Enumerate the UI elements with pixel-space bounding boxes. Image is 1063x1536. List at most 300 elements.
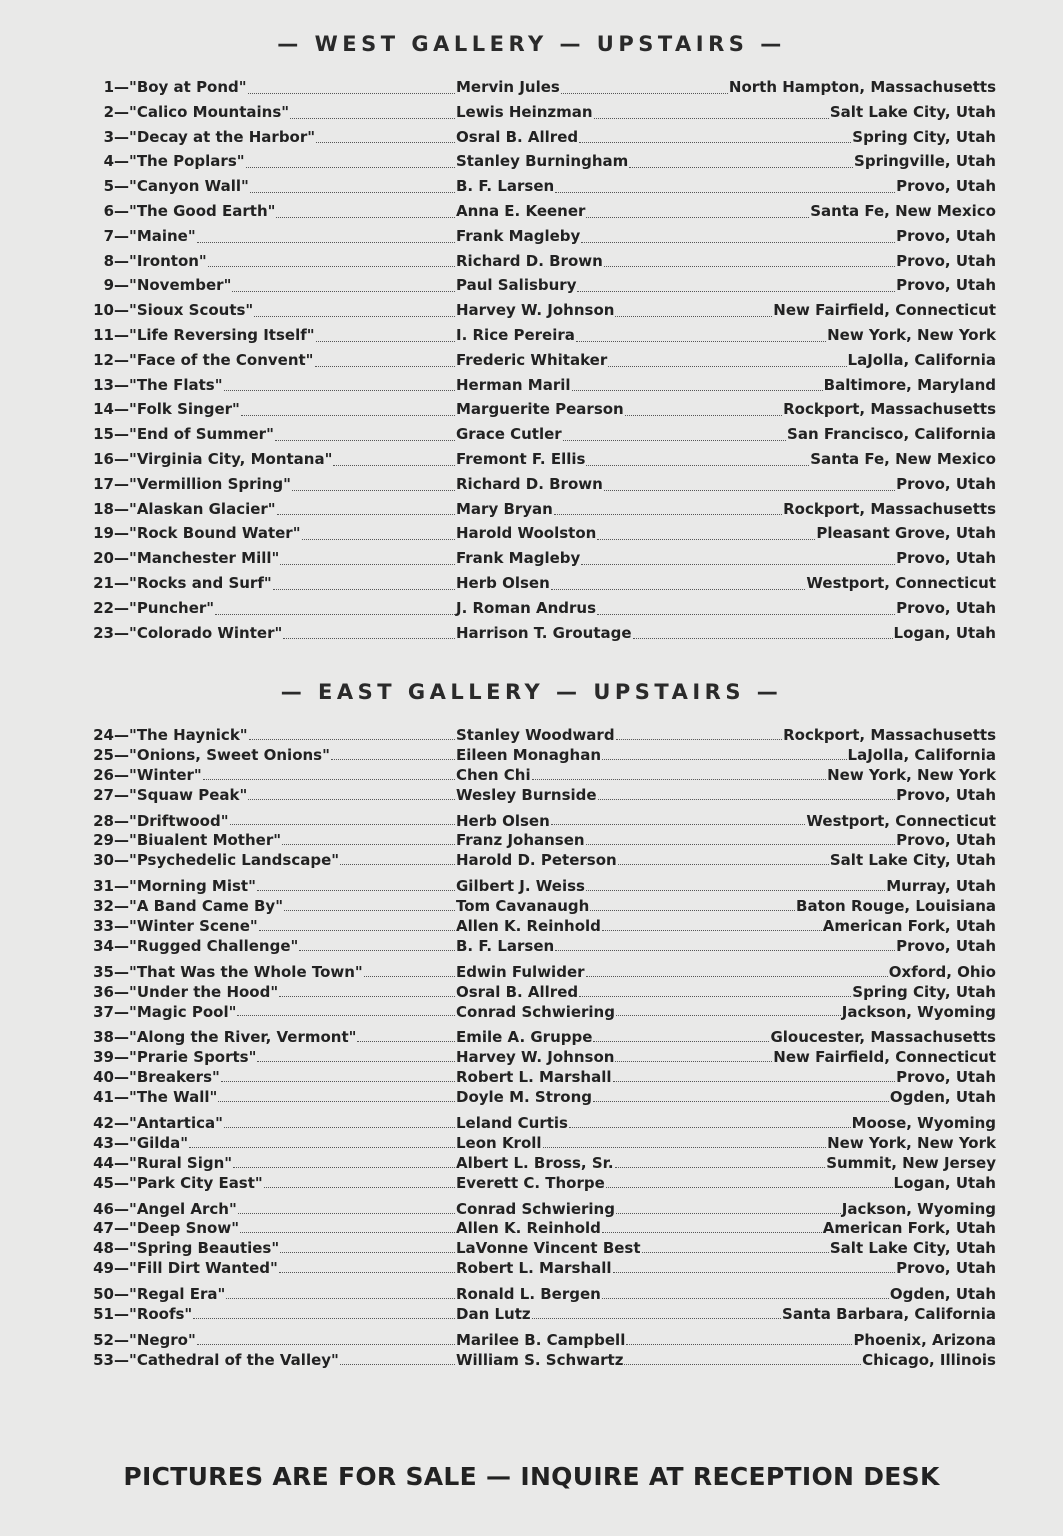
entry-title-column (68, 397, 456, 422)
painting-title: "Colorado Winter" (129, 623, 283, 642)
entry-dash: — (114, 1068, 129, 1087)
entry-dash: — (114, 499, 129, 518)
dot-leader (357, 1028, 455, 1042)
dot-leader (197, 1331, 455, 1345)
artist-name: William S. Schwartz (456, 1350, 624, 1369)
entry-number: 44 (93, 1153, 114, 1172)
dot-leader (555, 174, 895, 193)
dot-leader (248, 786, 455, 800)
entry-title-column (68, 546, 456, 571)
artist-location: New Fairfield, Connecticut (773, 301, 996, 320)
artist-location: Rockport, Massachusetts (783, 400, 996, 419)
entry-title-column (68, 766, 456, 786)
dot-leader (364, 963, 455, 977)
catalog-entry (68, 1028, 996, 1048)
artist-name: Frank Magleby (456, 549, 581, 568)
painting-title: "Prarie Sports" (129, 1048, 257, 1067)
painting-title: "Decay at the Harbor" (129, 127, 316, 146)
catalog-entry (68, 224, 996, 249)
entry-number: 50 (93, 1285, 114, 1304)
artist-location: American Fork, Utah (822, 917, 996, 936)
painting-title: "Rural Sign" (129, 1153, 233, 1172)
entry-number: 48 (93, 1239, 114, 1258)
entry-artist-column (456, 174, 996, 199)
entry-artist-column (456, 897, 996, 917)
dot-leader (616, 726, 783, 740)
catalog-entry (68, 397, 996, 422)
entry-artist-column (456, 497, 996, 522)
entry-title-column (68, 348, 456, 373)
artist-location: Santa Fe, New Mexico (810, 201, 996, 220)
entry-dash: — (114, 177, 129, 196)
dot-leader (616, 1003, 841, 1017)
dot-leader (593, 1088, 889, 1102)
dot-leader (203, 766, 455, 780)
artist-location: Springville, Utah (854, 152, 996, 171)
entry-artist-column (456, 1088, 996, 1108)
entry-title-column (68, 1331, 456, 1351)
artist-name: Franz Johansen (456, 831, 585, 850)
painting-title: "Puncher" (129, 598, 215, 617)
east-gallery-heading: — EAST GALLERY — UPSTAIRS — (280, 680, 783, 704)
catalog-entry (68, 1331, 996, 1351)
entry-number: 21 (93, 573, 114, 592)
dot-leader (618, 851, 829, 865)
painting-title: "Gilda" (129, 1133, 189, 1152)
artist-name: Conrad Schwiering (456, 1002, 615, 1021)
painting-title: "End of Summer" (129, 425, 274, 444)
artist-location: Santa Fe, New Mexico (810, 449, 996, 468)
entry-dash: — (114, 765, 129, 784)
entry-title-column (68, 472, 456, 497)
entry-number: 46 (93, 1199, 114, 1218)
dot-leader (254, 298, 455, 317)
catalog-entry (68, 1068, 996, 1088)
artist-location: New Fairfield, Connecticut (773, 1048, 996, 1067)
entry-dash: — (114, 1285, 129, 1304)
artist-name: Allen K. Reinhold (456, 1219, 601, 1238)
artist-location: Provo, Utah (896, 474, 996, 493)
entry-artist-column (456, 249, 996, 274)
painting-title: "Calico Mountains" (129, 102, 290, 121)
entry-number: 52 (93, 1330, 114, 1349)
dot-leader (586, 447, 809, 466)
entry-artist-column (456, 877, 996, 897)
entry-dash: — (114, 201, 129, 220)
dot-leader (299, 937, 455, 951)
entry-artist-column (456, 746, 996, 766)
entry-number: 23 (93, 623, 114, 642)
artist-location: Santa Barbara, California (782, 1305, 996, 1324)
entry-title-column (68, 224, 456, 249)
entry-dash: — (114, 1088, 129, 1107)
catalog-entry (68, 1174, 996, 1194)
dot-leader (606, 1174, 893, 1188)
entry-number: 28 (93, 811, 114, 830)
dot-leader (625, 397, 782, 416)
artist-name: Harvey W. Johnson (456, 1048, 615, 1067)
entry-number: 34 (93, 936, 114, 955)
dot-leader (563, 422, 786, 441)
painting-title: "The Good Earth" (129, 201, 276, 220)
artist-location: Jackson, Wyoming (841, 1199, 996, 1218)
catalog-entry (68, 851, 996, 871)
entry-title-column (68, 897, 456, 917)
entry-title-column (68, 621, 456, 646)
entry-dash: — (114, 1153, 129, 1172)
entry-artist-column (456, 937, 996, 957)
artist-name: Ronald L. Bergen (456, 1285, 601, 1304)
dot-leader (273, 571, 455, 590)
entry-artist-column (456, 1259, 996, 1279)
catalog-entry (68, 877, 996, 897)
dot-leader (283, 621, 455, 640)
artist-name: I. Rice Pereira (456, 325, 575, 344)
painting-title: "Magic Pool" (129, 1002, 237, 1021)
entry-title-column (68, 596, 456, 621)
artist-name: Richard D. Brown (456, 251, 603, 270)
entry-artist-column (456, 1048, 996, 1068)
entry-title-column (68, 831, 456, 851)
artist-location: Spring City, Utah (852, 127, 996, 146)
catalog-entry (68, 249, 996, 274)
painting-title: "The Haynick" (129, 726, 248, 744)
entry-title-column (68, 726, 456, 746)
dot-leader (602, 1285, 889, 1299)
painting-title: "Under the Hood" (129, 982, 279, 1001)
entry-number: 14 (93, 400, 114, 419)
artist-location: Baltimore, Maryland (823, 375, 996, 394)
entry-artist-column (456, 1028, 996, 1048)
entry-title-column (68, 199, 456, 224)
dot-leader (579, 125, 851, 144)
entry-title-column (68, 1134, 456, 1154)
dot-leader (551, 812, 806, 826)
artist-name: Chen Chi (456, 765, 531, 784)
entry-number: 39 (93, 1048, 114, 1067)
entry-number: 27 (93, 785, 114, 804)
entry-dash: — (114, 1028, 129, 1047)
artist-name: Eileen Monaghan (456, 745, 602, 764)
entry-artist-column (456, 1003, 996, 1023)
catalog-entry (68, 298, 996, 323)
entry-number: 43 (93, 1133, 114, 1152)
dot-leader (264, 1174, 455, 1188)
entry-dash: — (114, 152, 129, 171)
catalog-entry (68, 1134, 996, 1154)
painting-title: "Winter Scene" (129, 917, 258, 936)
artist-location: Provo, Utah (896, 251, 996, 270)
entry-dash: — (114, 226, 129, 245)
entry-dash: — (114, 1239, 129, 1258)
entry-number: 26 (93, 765, 114, 784)
sale-notice: PICTURES ARE FOR SALE — INQUIRE AT RECEPTION DESK (123, 1462, 940, 1491)
entry-number: 42 (93, 1114, 114, 1133)
artist-name: Lewis Heinzman (456, 102, 593, 121)
artist-location: Provo, Utah (896, 276, 996, 295)
dot-leader (624, 1351, 861, 1365)
entry-dash: — (114, 1305, 129, 1324)
catalog-entry (68, 1285, 996, 1305)
dot-leader (572, 373, 823, 392)
painting-title: "November" (129, 276, 232, 295)
dot-leader (594, 100, 829, 119)
artist-location: Provo, Utah (896, 177, 996, 196)
catalog-entry (68, 521, 996, 546)
dot-leader (597, 521, 815, 540)
entry-artist-column (456, 1305, 996, 1325)
catalog-entry (68, 1305, 996, 1325)
dot-leader (241, 397, 455, 416)
dot-leader (284, 897, 455, 911)
artist-name: Everett C. Thorpe (456, 1173, 605, 1192)
artist-name: J. Roman Andrus (456, 598, 597, 617)
artist-location: Westport, Connecticut (806, 573, 996, 592)
catalog-entry (68, 897, 996, 917)
dot-leader (279, 1259, 455, 1273)
painting-title: "Breakers" (129, 1068, 220, 1087)
dot-leader (246, 149, 455, 168)
artist-location: Summit, New Jersey (826, 1153, 996, 1172)
dot-leader (193, 1305, 455, 1319)
artist-location: Provo, Utah (896, 598, 996, 617)
entry-dash: — (114, 936, 129, 955)
entry-title-column (68, 323, 456, 348)
painting-title: "Roofs" (129, 1305, 193, 1324)
dot-leader (586, 831, 896, 845)
artist-name: Tom Cavanaugh (456, 897, 590, 916)
artist-location: Spring City, Utah (852, 982, 996, 1001)
painting-title: "Rocks and Surf" (129, 573, 272, 592)
catalog-entry (68, 963, 996, 983)
artist-location: LaJolla, California (847, 745, 996, 764)
entry-number: 16 (93, 449, 114, 468)
dot-leader (586, 199, 809, 218)
catalog-entry (68, 174, 996, 199)
entry-title-column (68, 983, 456, 1003)
artist-location: Moose, Wyoming (851, 1114, 996, 1133)
artist-name: Harold Woolston (456, 524, 597, 543)
entry-dash: — (114, 1199, 129, 1218)
entry-title-column (68, 1068, 456, 1088)
artist-name: Harvey W. Johnson (456, 301, 615, 320)
entry-dash: — (114, 549, 129, 568)
dot-leader (532, 766, 827, 780)
painting-title: "Virginia City, Montana" (129, 449, 333, 468)
entry-title-column (68, 298, 456, 323)
entry-dash: — (114, 400, 129, 419)
dot-leader (602, 1219, 822, 1233)
dot-leader (189, 1134, 455, 1148)
artist-location: Salt Lake City, Utah (829, 1239, 996, 1258)
entry-artist-column (456, 125, 996, 150)
entry-artist-column (456, 75, 996, 100)
entry-artist-column (456, 851, 996, 871)
dot-leader (238, 1200, 455, 1214)
entry-title-column (68, 1305, 456, 1325)
dot-leader (257, 877, 455, 891)
entry-number: 33 (93, 917, 114, 936)
artist-name: Wesley Burnside (456, 785, 597, 804)
catalog-entry (68, 937, 996, 957)
artist-name: Mervin Jules (456, 78, 560, 96)
entry-dash: — (114, 1002, 129, 1021)
entry-dash: — (114, 449, 129, 468)
catalog-entry (68, 621, 996, 646)
painting-title: "Along the River, Vermont" (129, 1028, 357, 1047)
entry-title-column (68, 1174, 456, 1194)
artist-name: Robert L. Marshall (456, 1259, 612, 1278)
entry-title-column (68, 1003, 456, 1023)
entry-dash: — (114, 962, 129, 981)
dot-leader (315, 348, 456, 367)
artist-location: Pleasant Grove, Utah (816, 524, 996, 543)
dot-leader (613, 1068, 896, 1082)
catalog-entry (68, 546, 996, 571)
entry-number: 3 (103, 127, 114, 146)
painting-title: "That Was the Whole Town" (129, 962, 363, 981)
artist-location: New York, New York (827, 325, 996, 344)
entry-number: 17 (93, 474, 114, 493)
entry-artist-column (456, 1114, 996, 1134)
entry-artist-column (456, 766, 996, 786)
dot-leader (532, 1305, 781, 1319)
entry-artist-column (456, 1068, 996, 1088)
dot-leader (280, 1239, 455, 1253)
dot-leader (586, 963, 888, 977)
entry-title-column (68, 249, 456, 274)
entry-number: 8 (103, 251, 114, 270)
entry-number: 30 (93, 851, 114, 870)
painting-title: "Rock Bound Water" (129, 524, 301, 543)
artist-name: Mary Bryan (456, 499, 553, 518)
painting-title: "Vermillion Spring" (129, 474, 291, 493)
entry-artist-column (456, 621, 996, 646)
dot-leader (279, 983, 455, 997)
artist-location: Provo, Utah (896, 936, 996, 955)
dot-leader (561, 75, 728, 94)
entry-artist-column (456, 1174, 996, 1194)
entry-number: 4 (103, 152, 114, 171)
dot-leader (604, 249, 895, 268)
entry-dash: — (114, 1350, 129, 1369)
painting-title: "Boy at Pond" (129, 78, 247, 96)
entry-artist-column (456, 831, 996, 851)
catalog-entry (68, 125, 996, 150)
painting-title: "Life Reversing Itself" (129, 325, 315, 344)
painting-title: "Ironton" (129, 251, 207, 270)
dot-leader (224, 373, 455, 392)
entry-title-column (68, 877, 456, 897)
entry-title-column (68, 521, 456, 546)
entry-artist-column (456, 983, 996, 1003)
dot-leader (208, 249, 455, 268)
entry-artist-column (456, 1331, 996, 1351)
dot-leader (282, 831, 455, 845)
entry-dash: — (114, 831, 129, 850)
west-gallery-list (68, 75, 996, 645)
dot-leader (232, 273, 455, 292)
dot-leader (290, 100, 455, 119)
entry-dash: — (114, 745, 129, 764)
catalog-entry (68, 323, 996, 348)
entry-number: 7 (103, 226, 114, 245)
dot-leader (316, 125, 455, 144)
entry-dash: — (114, 623, 129, 642)
entry-title-column (68, 1239, 456, 1259)
entry-number: 18 (93, 499, 114, 518)
catalog-entry (68, 983, 996, 1003)
entry-dash: — (114, 1259, 129, 1278)
entry-artist-column (456, 149, 996, 174)
entry-artist-column (456, 199, 996, 224)
artist-location: Ogden, Utah (889, 1088, 996, 1107)
entry-number: 47 (93, 1219, 114, 1238)
entry-title-column (68, 125, 456, 150)
entry-artist-column (456, 812, 996, 832)
catalog-entry (68, 812, 996, 832)
artist-location: Logan, Utah (893, 623, 996, 642)
entry-artist-column (456, 224, 996, 249)
entry-title-column (68, 1285, 456, 1305)
catalog-entry (68, 348, 996, 373)
entry-dash: — (114, 598, 129, 617)
catalog-entry (68, 1114, 996, 1134)
entry-title-column (68, 174, 456, 199)
entry-artist-column (456, 273, 996, 298)
dot-leader (277, 497, 455, 516)
entry-artist-column (456, 963, 996, 983)
artist-location: Baton Rouge, Louisiana (796, 897, 996, 916)
dot-leader (569, 1114, 851, 1128)
entry-title-column (68, 1088, 456, 1108)
dot-leader (581, 546, 895, 565)
entry-number: 29 (93, 831, 114, 850)
dot-leader (257, 1048, 455, 1062)
entry-number: 32 (93, 897, 114, 916)
painting-title: "Squaw Peak" (129, 785, 248, 804)
entry-title-column (68, 149, 456, 174)
catalog-entry (68, 1259, 996, 1279)
dot-leader (276, 199, 455, 218)
artist-name: Conrad Schwiering (456, 1199, 615, 1218)
catalog-entry (68, 1239, 996, 1259)
entry-dash: — (114, 1114, 129, 1133)
entry-dash: — (114, 811, 129, 830)
entry-artist-column (456, 298, 996, 323)
dot-leader (259, 917, 455, 931)
catalog-entry (68, 786, 996, 806)
catalog-entry (68, 596, 996, 621)
dot-leader (615, 298, 772, 317)
artist-name: Emile A. Gruppe (456, 1028, 593, 1047)
entry-dash: — (114, 425, 129, 444)
entry-title-column (68, 100, 456, 125)
entry-artist-column (456, 571, 996, 596)
entry-number: 51 (93, 1305, 114, 1324)
entry-artist-column (456, 100, 996, 125)
entry-artist-column (456, 1200, 996, 1220)
artist-name: Frank Magleby (456, 226, 581, 245)
dot-leader (224, 1114, 455, 1128)
entry-dash: — (114, 78, 129, 96)
catalog-entry (68, 831, 996, 851)
painting-title: "Rugged Challenge" (129, 936, 299, 955)
entry-number: 53 (93, 1350, 114, 1369)
painting-title: "Canyon Wall" (129, 177, 249, 196)
catalog-entry (68, 149, 996, 174)
dot-leader (586, 877, 885, 891)
